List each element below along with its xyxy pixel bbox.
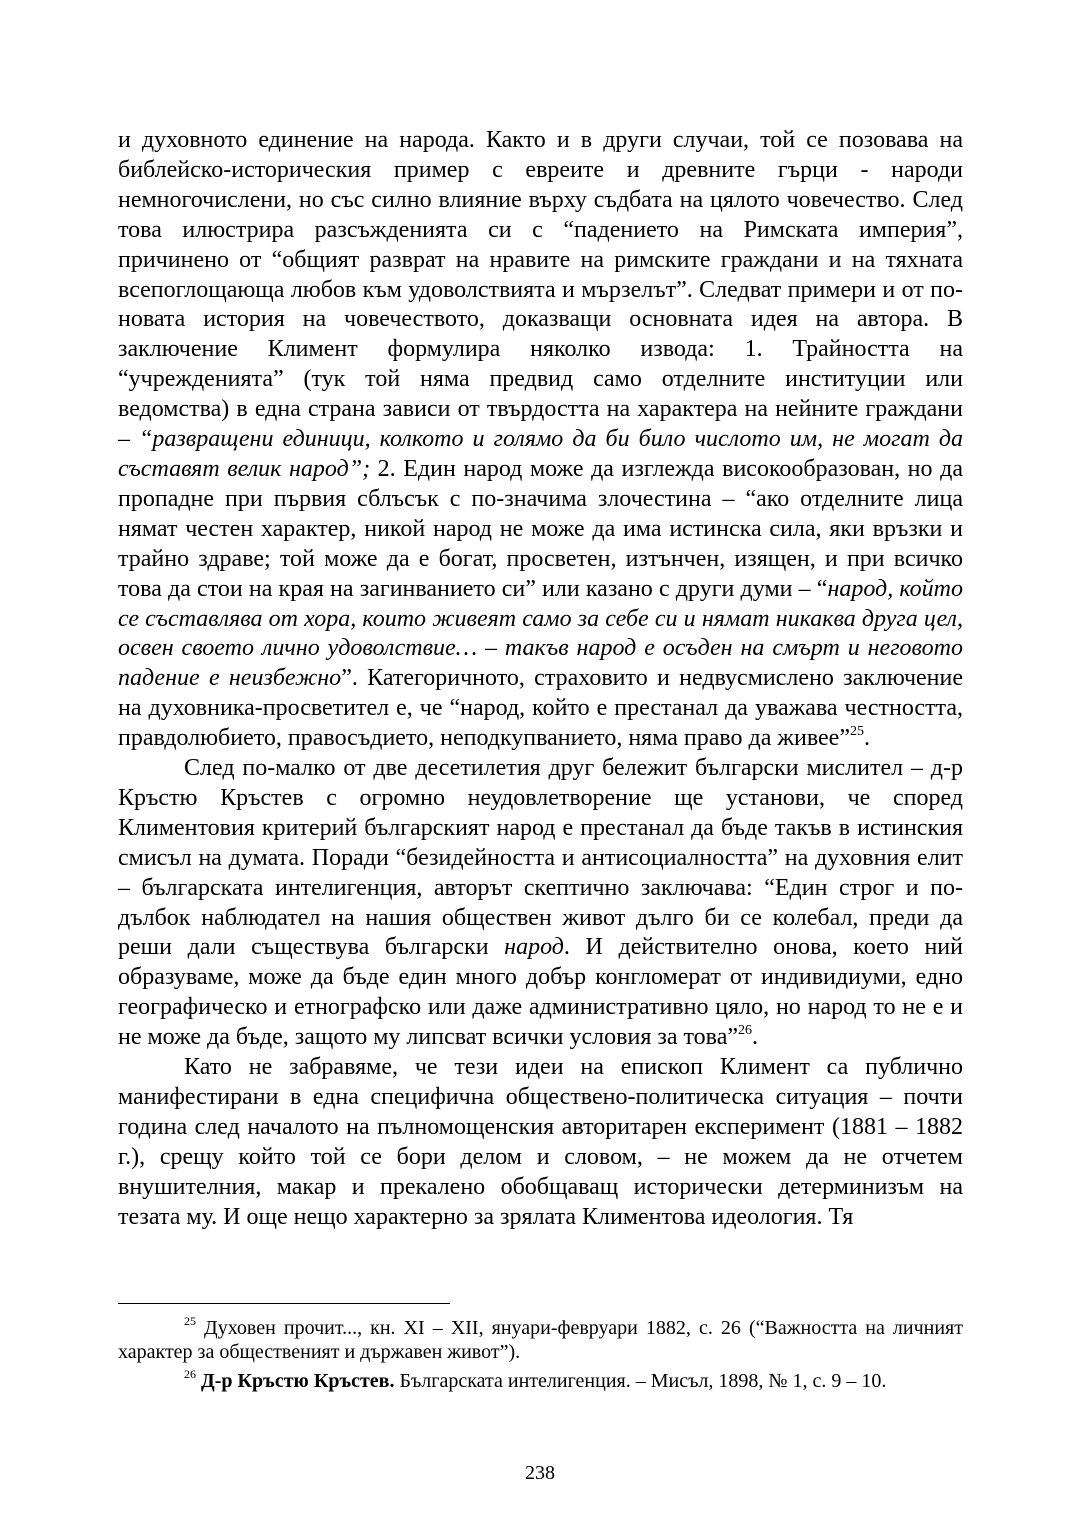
footnote-ref-26[interactable]: 26 bbox=[738, 1023, 752, 1039]
footnotes bbox=[118, 1316, 963, 1393]
footnote-number: 25 bbox=[184, 1314, 196, 1329]
footnote-separator bbox=[118, 1303, 450, 1304]
footnote-25 bbox=[118, 1316, 963, 1364]
italic-quote: народ, който се съставлява от хора, които живеят само за себе си и нямат никаква друга цел, освен своето лично удоволствие… – такъв народ е осъден на смърт и неговото падение е неизбежно bbox=[118, 575, 964, 692]
paragraph-2 bbox=[118, 754, 963, 1053]
footnote-number: 26 bbox=[184, 1367, 196, 1382]
paragraph-3 bbox=[118, 1053, 963, 1232]
footnote-text: Българската интелигенция. – Мисъл, 1898, № 1, с. 9 – 10. bbox=[394, 1370, 887, 1392]
footnote-author: Д-р Кръстю Кръстев. bbox=[196, 1370, 395, 1392]
footnote-26 bbox=[118, 1369, 963, 1393]
text-run: . И действително онова, което ний образуваме, може да бъде един много добър конгломерат от индивидиуми, едно географическо и етнографско или даже административно цяло, но народ то не е и не може да бъде, защото му липсват всички условия за това” bbox=[118, 934, 963, 1051]
page-number: 238 bbox=[525, 1462, 555, 1484]
text-run: Като не забравяме, че тези идеи на епископ Климент са публично манифестирани в една специфична обществено-политическа ситуация – почти година след началото на пълномощенския авторитарен експеримент (1881 – 1882 г.), срещу който той се бори делом и словом, – не можем да не отчетем внушителния, макар и прекалено обобщаващ исторически детерминизъм на тезата му. И още нещо характерно за зрялата Климентова идеология. Тя bbox=[118, 1054, 963, 1230]
body-text bbox=[118, 126, 963, 1233]
text-run: 2. Един народ може да изглежда високообразован, но да пропадне при първия сблъсък с по-значима злочестина – “ако отделните лица нямат честен характер, никой народ не може да има истинска сила, яки връзки и трайно здраве; той може да е богат, просветен, изтънчен, изящен, и при всичко това да стои на края на загинванието си” или казано с други думи – “ bbox=[118, 455, 963, 602]
italic-quote: “развращени единици, колкото и голямо да би било числото им, не могат да съставят велик народ”; bbox=[118, 426, 964, 482]
text-run: След по-малко от две десетилетия друг бележит български мислител – д-р Кръстю Кръстев с огромно неудовлетворение ще установи, че според Климентовия критерий българският народ е престанал да бъде такъв в истинския смисъл на думата. Поради “безидейността и антисоциалността” на духовния елит – българската интелигенция, авторът скептично заключава: “Един строг и по-дълбок наблюдател на нашия обществен живот дълго би се колебал, преди да реши дали съществува български bbox=[118, 755, 963, 961]
text-run: и духовното единение на народа. Както и в други случаи, той се позовава на библейско-историческия пример с евреите и древните гърци - народи немногочислени, но със силно влияние върху съдбата на цялото човечество. След това илюстрира разсъжденията си с “падението на Римската империя”, причинено от “общият разврат на нравите на римските граждани и на тяхната всепоглощающа любов към удоволствията и мързелът”. Следват примери и от по-новата история на човечеството, доказващи основната идея на автора. В заключение Климент формулира няколко извода: 1. Трайността на “учрежденията” (тук той няма предвид само отделните институции или ведомства) в една страна зависи от твърдостта на характера на нейните граждани – bbox=[118, 127, 963, 453]
italic-word: народ bbox=[504, 934, 564, 961]
footnote-text: Духовен прочит..., кн. XI – XII, януари-февруари 1882, с. 26 (“Важността на личният характер за общественият и държавен живот”). bbox=[118, 1317, 963, 1363]
text-run: ”. Категоричното, страховито и недвусмислено заключение на духовника-просветител е, че “народ, който е престанал да уважава честността, правдолюбието, правосъдието, неподкупванието, няма право да живее” bbox=[118, 665, 964, 752]
paragraph-1 bbox=[118, 126, 963, 754]
text-run: . bbox=[863, 725, 870, 752]
text-run: . bbox=[752, 1024, 758, 1051]
footnote-ref-25[interactable]: 25 bbox=[849, 724, 864, 740]
